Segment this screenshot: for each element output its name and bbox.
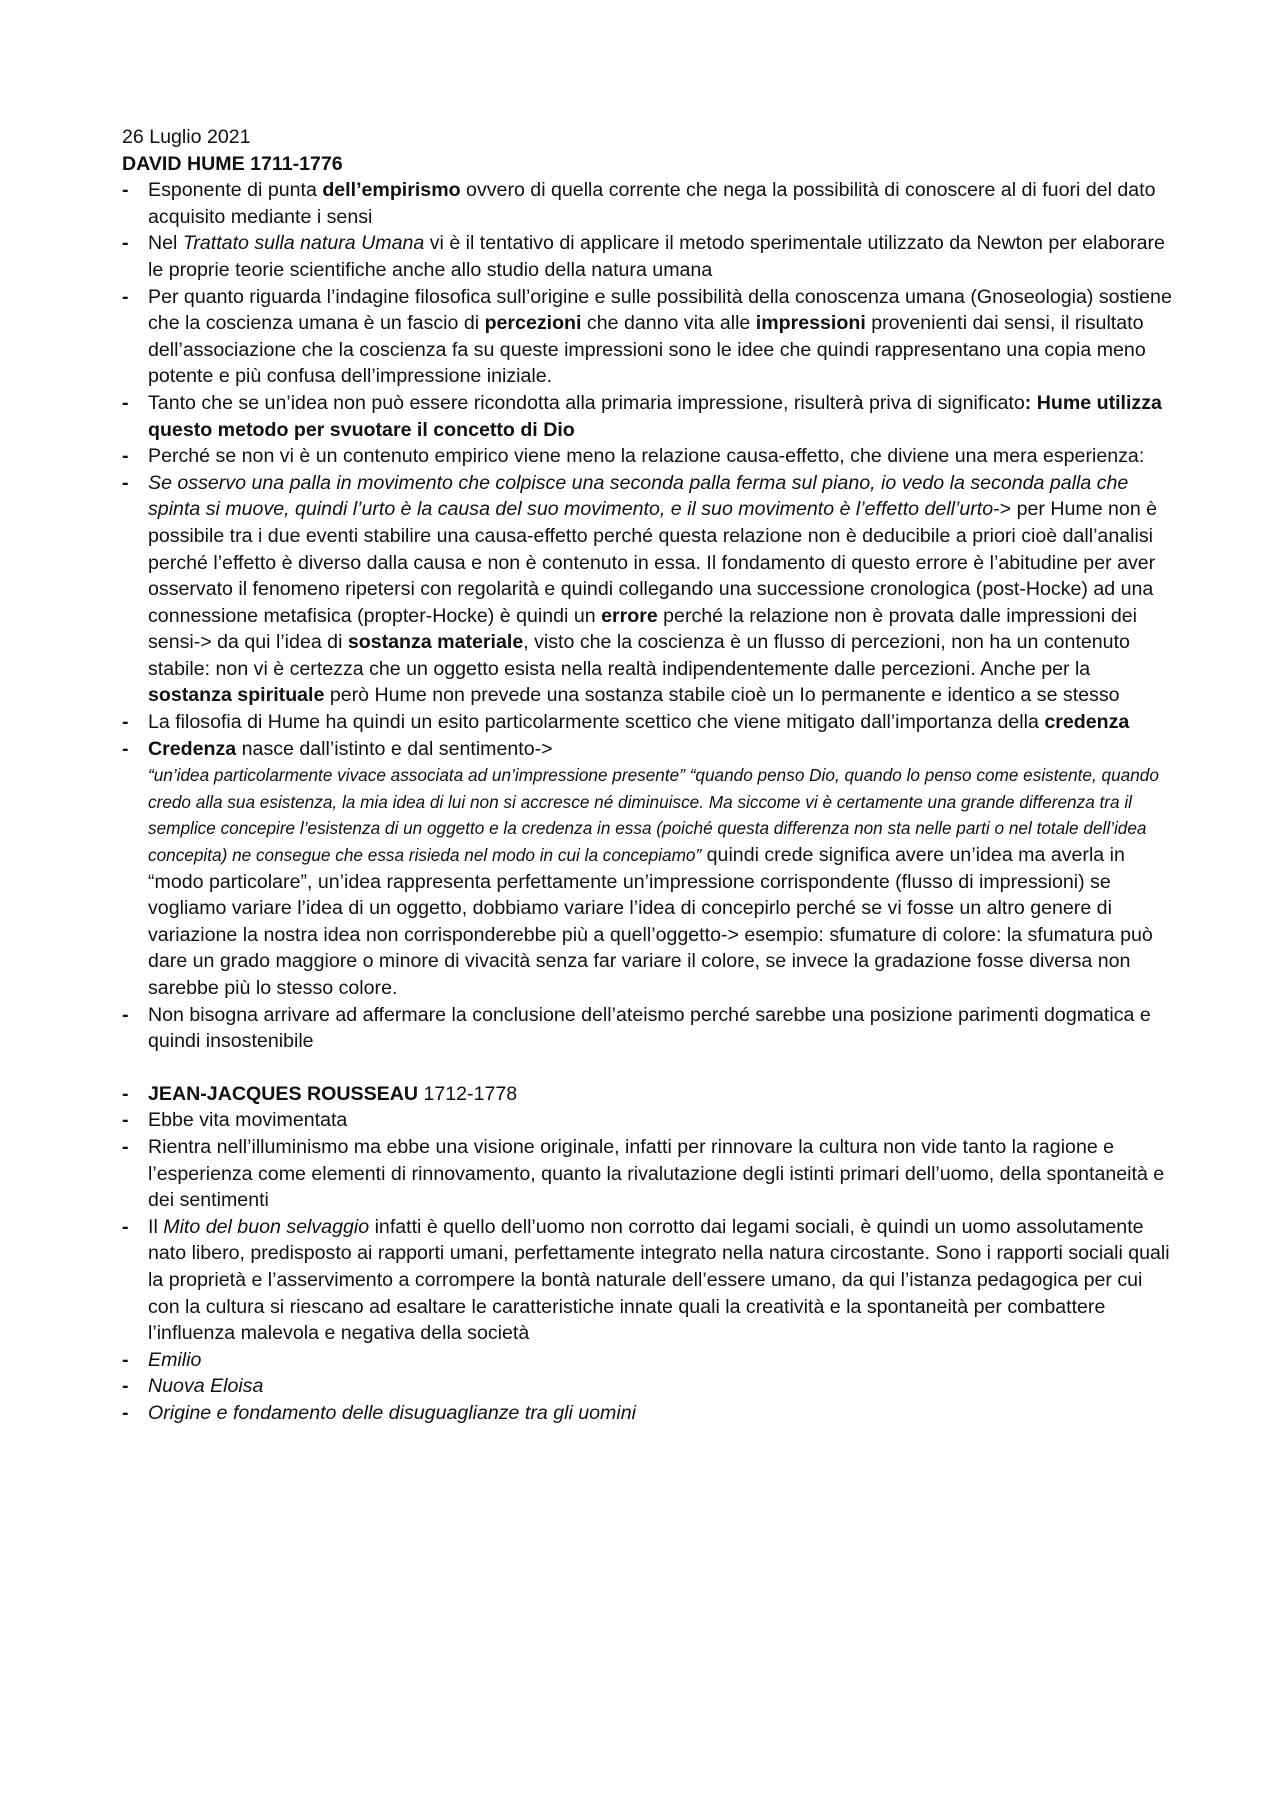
rousseau-work-disuguaglianze: - Origine e fondamento delle disuguaglianze tra gli uomini xyxy=(122,1400,1172,1427)
hume-item-gnoseologia: - Per quanto riguarda l’indagine filosofica sull’origine e sulle possibilità della conoscenza umana (Gnoseologia) sostiene che la coscienza umana è un fascio di percezioni che danno vita alle impressioni provenienti dai sensi, il risultato dell’associazione che la coscienza fa su queste impressioni sono le idee che quindi rappresentano una copia meno potente e più confusa dell’impressione iniziale. xyxy=(122,285,1172,388)
bullet-dash: - xyxy=(122,1215,129,1238)
bullet-dash: - xyxy=(122,711,129,734)
rousseau-item-buon-selvaggio: - Il Mito del buon selvaggio infatti è quello dell’uomo non corrotto dai legami sociali, è quindi un uomo assolutamente nato libero, predisposto ai rapporti umani, perfettamente integrato nella natura circostante. Sono i rapporti sociali quali la proprietà e l’asservimento a corrompere la bontà naturale dell’essere umano, da qui l’istanza pedagogica per cui con la cultura si riescano ad esaltare le caratteristiche innate quali la creatività e la spontaneità per combattere l’influenza malevola e negativa della società xyxy=(122,1215,1170,1345)
hume-item-ateismo: - Non bisogna arrivare ad affermare la conclusione dell’ateismo perché sarebbe una posizione parimenti dogmatica e quindi insostenibile xyxy=(122,1003,1151,1053)
rousseau-title: - JEAN-JACQUES ROUSSEAU 1712-1778 xyxy=(122,1081,1172,1108)
bullet-dash: - xyxy=(122,179,129,202)
hume-title: DAVID HUME 1711-1776 xyxy=(122,152,343,175)
bullet-dash: - xyxy=(122,1401,129,1424)
document-page xyxy=(122,124,1172,1427)
bullet-dash: - xyxy=(122,1348,129,1371)
hume-item-scetticismo: - La filosofia di Hume ha quindi un esito particolarmente scettico che viene mitigato dall’importanza della credenza xyxy=(122,709,1172,736)
hume-item-dio: - Tanto che se un’idea non può essere ricondotta alla primaria impressione, risulterà priva di significato: Hume utilizza questo metodo per svuotare il concetto di Dio xyxy=(122,391,1162,441)
date-line: 26 Luglio 2021 xyxy=(122,126,251,148)
bullet-dash: - xyxy=(122,1003,129,1026)
rousseau-work-emilio: - Emilio xyxy=(122,1347,1172,1374)
section-gap xyxy=(122,1055,1172,1081)
credenza-quote: “un’idea particolarmente vivace associata ad un’impressione presente” “quando penso Dio, quando lo penso come esistente, quando credo alla sua esistenza, la mia idea di lui non si accresce né diminuisce. Ma siccome vi è certamente una grande differenza tra il semplice concepire l’esistenza di un oggetto e la credenza in essa (poiché questa differenza non sta nelle parti o nel totale dell’idea concepita) ne consegue che essa risieda nel modo in cui la concepiamo” xyxy=(148,765,1159,866)
hume-item-causa-effetto: - Perché se non vi è un contenuto empirico viene meno la relazione causa-effetto, che diviene una mera esperienza: xyxy=(122,443,1172,470)
bullet-dash: - xyxy=(122,445,129,468)
bullet-dash: - xyxy=(122,1135,129,1158)
hume-item-palla: - Se osservo una palla in movimento che colpisce una seconda palla ferma sul piano, io vedo la seconda palla che spinta si muove, quindi l’urto è la causa del suo movimento, e il suo movimento è l’effetto dell’urto-> per Hume non è possibile tra i due eventi stabilire una causa-effetto perché questa relazione non è deducibile a priori cioè dall’analisi perché l’effetto è diverso dalla causa e non è contenuto in essa. Il fondamento di questo errore è l’abitudine per aver osservato il fenomeno ripetersi con regolarità e quindi collegando una successione cronologica (post-Hocke) ad una connessione metafisica (propter-Hocke) è quindi un errore perché la relazione non è provata dalle impressioni dei sensi-> da qui l’idea di sostanza materiale, visto che la coscienza è un flusso di percezioni, non ha un contenuto stabile: non vi è certezza che un oggetto esista nella realtà indipendentemente dalle percezioni. Anche per la sostanza spirituale però Hume non prevede una sostanza stabile cioè un Io permanente e identico a se stesso xyxy=(122,471,1158,707)
hume-item-trattato: - Nel Trattato sulla natura Umana vi è il tentativo di applicare il metodo sperimentale utilizzato da Newton per elaborare le proprie teorie scientifiche anche allo studio della natura umana xyxy=(122,232,1165,281)
bullet-dash: - xyxy=(122,1082,129,1105)
rousseau-work-nuova-eloisa: - Nuova Eloisa xyxy=(122,1373,1172,1400)
rousseau-item-illuminismo: - Rientra nell’illuminismo ma ebbe una visione originale, infatti per rinnovare la cultura non vide tanto la ragione e l’esperienza come elementi di rinnovamento, quanto la rivalutazione degli istinti primari dell’uomo, della spontaneità e dei sentimenti xyxy=(122,1135,1165,1212)
hume-item-empirismo: - Esponente di punta dell’empirismo ovvero di quella corrente che nega la possibilità di conoscere al di fuori del dato acquisito mediante i sensi xyxy=(122,179,1156,228)
bullet-dash: - xyxy=(122,391,129,414)
bullet-dash: - xyxy=(122,737,129,760)
bullet-dash: - xyxy=(122,285,129,308)
bullet-dash: - xyxy=(122,471,129,494)
rousseau-item-vita: - Ebbe vita movimentata xyxy=(122,1107,1172,1134)
hume-item-credenza: - Credenza nasce dall’istinto e dal sentimento-> “un’idea particolarmente vivace associata ad un’impressione presente” “quando penso Dio, quando lo penso come esistente, quando credo alla sua esistenza, la mia idea di lui non si accresce né diminuisce. Ma siccome vi è certamente una grande differenza tra il semplice concepire l’esistenza di un oggetto e la credenza in essa (poiché questa differenza non sta nelle parti o nel totale dell’idea concepita) ne consegue che essa risieda nel modo in cui la concepiamo” quindi crede significa avere un’idea ma averla in “modo particolare”, un’idea rappresenta perfettamente un’impressione corrispondente (flusso di impressioni) se vogliamo variare l’idea di un oggetto, dobbiamo variare l’idea di concepirlo perché se vi fosse un altro genere di variazione la nostra idea non corrisponderebbe più a quell’oggetto-> esempio: sfumature di colore: la sfumatura può dare un grado maggiore o minore di vivacità senza far variare il colore, se invece la gradazione fosse diversa non sarebbe più lo stesso colore. xyxy=(122,737,1159,999)
bullet-dash: - xyxy=(122,1109,129,1132)
bullet-dash: - xyxy=(122,232,129,255)
bullet-dash: - xyxy=(122,1375,129,1398)
